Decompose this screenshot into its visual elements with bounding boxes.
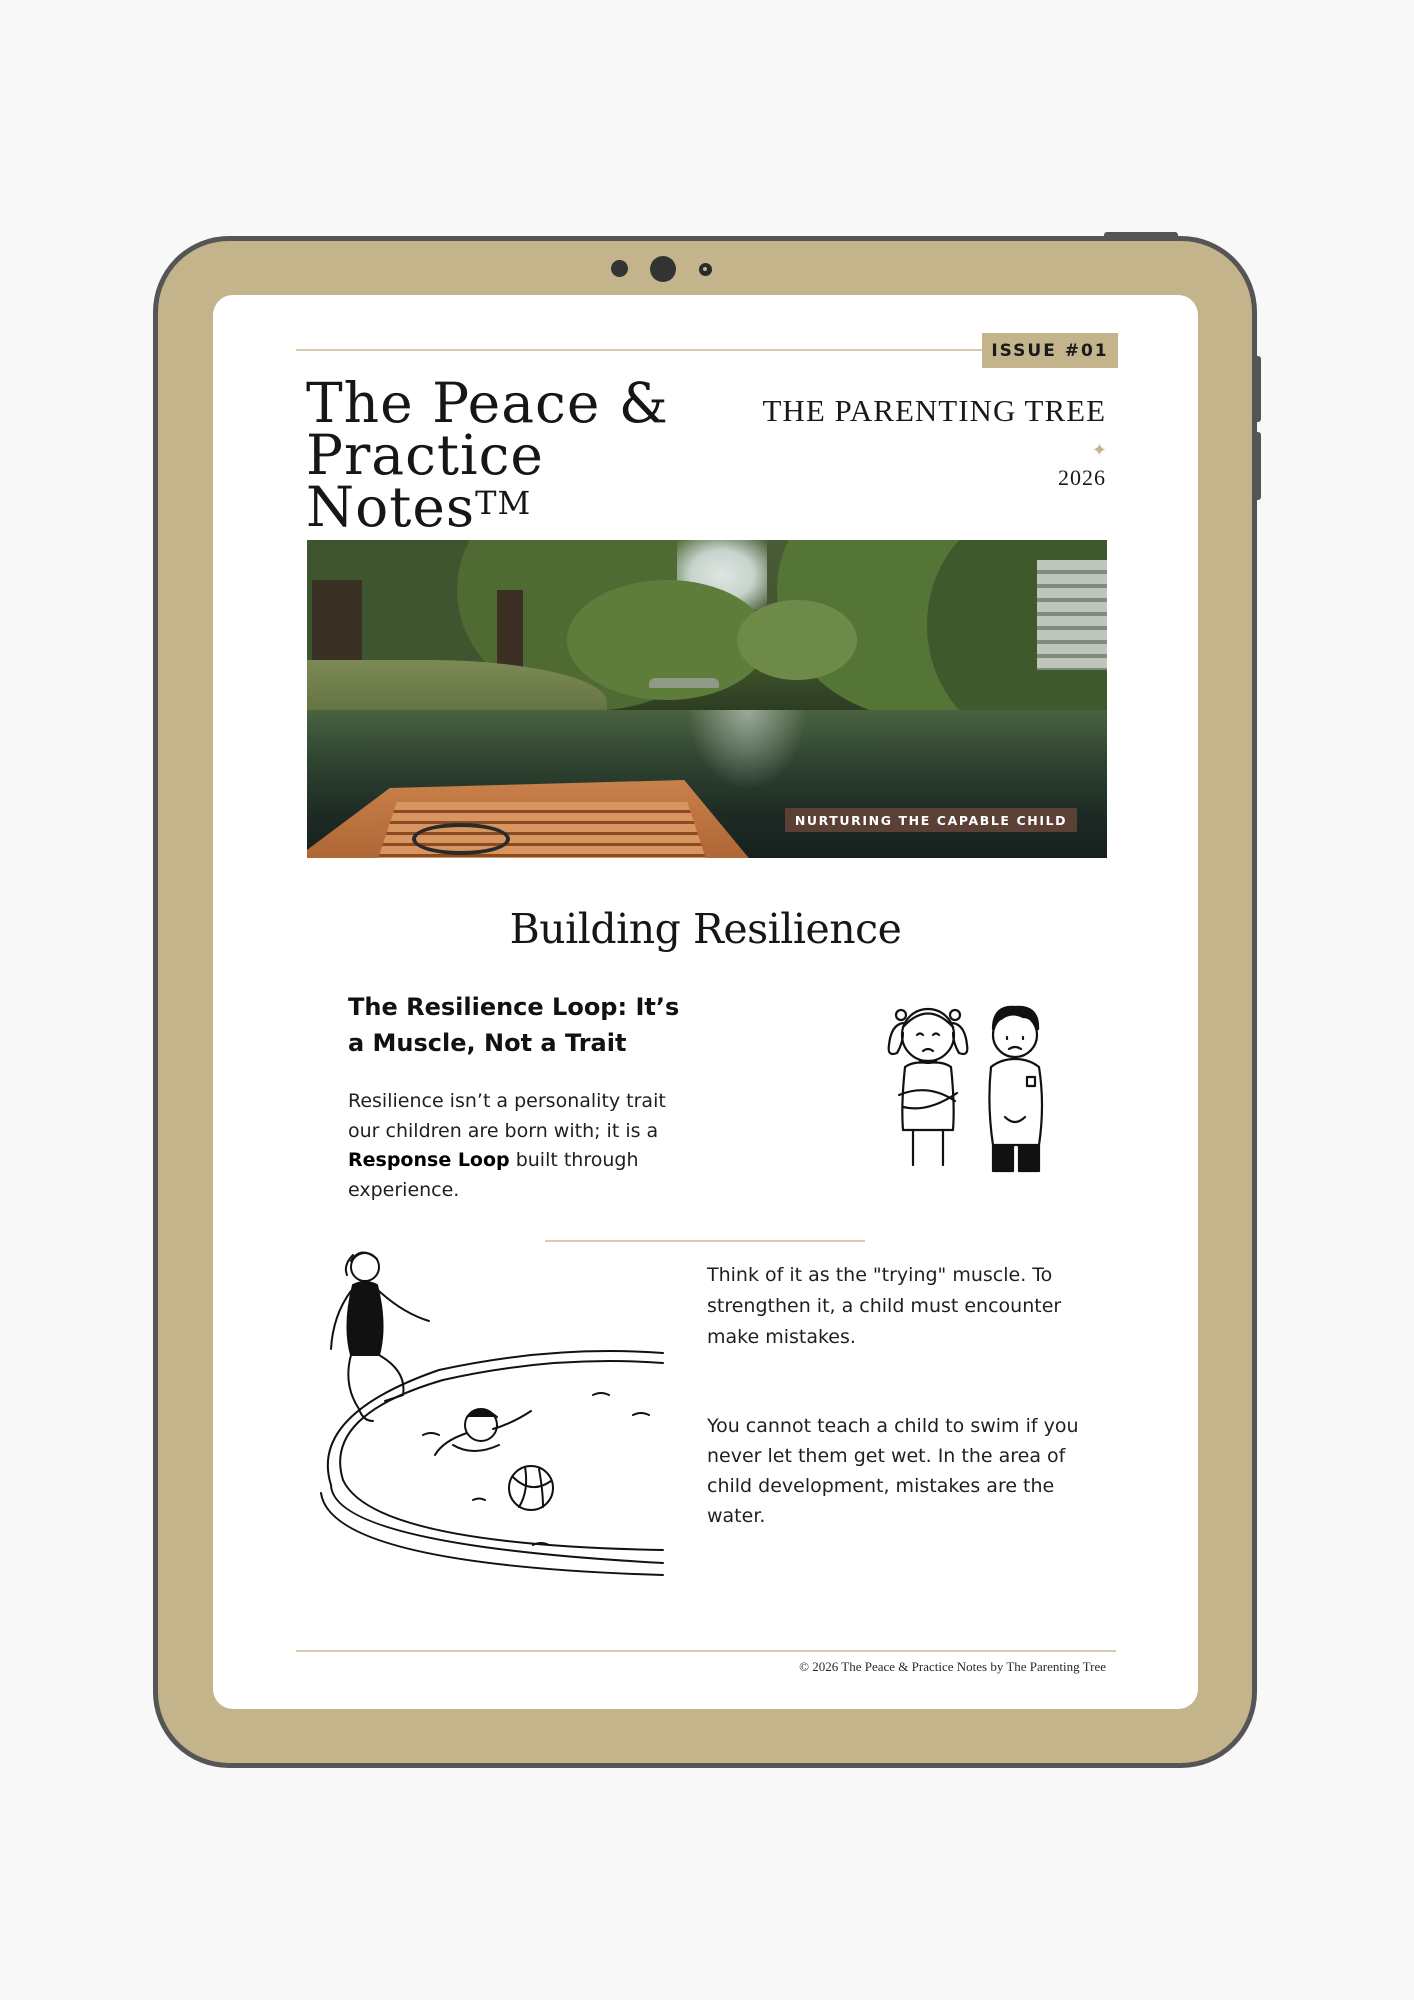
intro-text-end: built through experience.: [348, 1149, 639, 1201]
front-camera: [650, 256, 676, 282]
footbridge: [649, 678, 719, 688]
sensor-dot: [611, 260, 628, 277]
issue-badge: ISSUE #01: [982, 333, 1118, 368]
coiled-rope: [412, 823, 510, 855]
brand-name: THE PARENTING TREE: [762, 393, 1106, 428]
tree-foliage: [737, 600, 857, 680]
volume-up-button: [1253, 356, 1261, 422]
volume-down-button: [1253, 432, 1261, 500]
intro-text: Resilience isn’t a personality trait our children are born with; it is a: [348, 1090, 666, 1142]
intro-bold-term: Response Loop: [348, 1149, 510, 1171]
power-button: [1104, 232, 1178, 239]
subheading-line-2: a Muscle, Not a Trait: [348, 1029, 627, 1057]
newsletter-title: [306, 371, 786, 539]
trademark-mark: TM: [475, 484, 532, 522]
swimming-lesson-illustration: [303, 1245, 683, 1590]
issue-rule: [296, 349, 996, 351]
two-children-illustration: [873, 995, 1073, 1210]
section-divider: [545, 1240, 865, 1242]
water-reflection: [687, 710, 807, 790]
intro-paragraph: [348, 1087, 693, 1205]
article-subheading: [348, 989, 708, 1061]
hero-caption-label: NURTURING THE CAPABLE CHILD: [785, 808, 1077, 832]
subheading-line-1: The Resilience Loop: It’s: [348, 993, 680, 1021]
section-title: Building Resilience: [509, 905, 902, 953]
trying-muscle-paragraph: Think of it as the "trying" muscle. To strengthen it, a child must encounter make mistakes.: [707, 1264, 1062, 1348]
hero-photo: [307, 540, 1107, 858]
footer-rule: [296, 1650, 1116, 1652]
sparkle-icon: ✦: [1091, 440, 1107, 460]
footer-copyright: © 2026 The Peace & Practice Notes by The Parenting Tree: [799, 1659, 1106, 1674]
swim-analogy-paragraph: You cannot teach a child to swim if you never let them get wet. In the area of child development, mistakes are the water.: [707, 1415, 1079, 1527]
title-line-1: The Peace &: [306, 371, 669, 435]
title-line-2: Practice Notes: [306, 423, 544, 539]
issue-year: 2026: [1058, 465, 1106, 490]
distant-building: [1037, 560, 1107, 670]
camera-lens-icon: [699, 263, 712, 276]
tablet-screen: [213, 295, 1198, 1709]
